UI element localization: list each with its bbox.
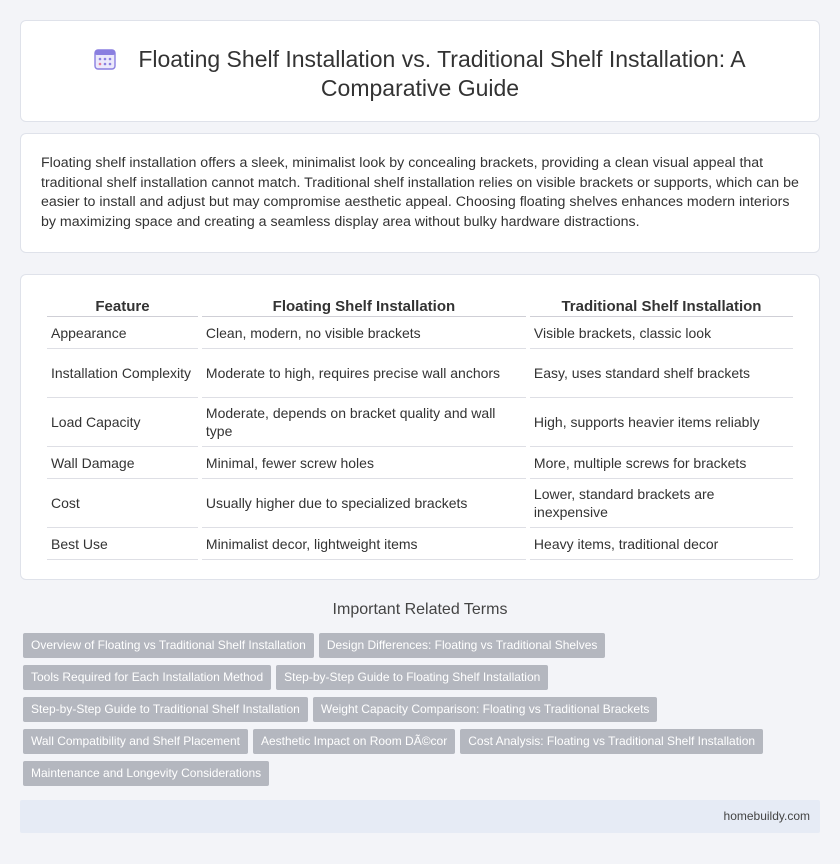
- page-title: [21, 45, 819, 103]
- header-feature: Feature: [47, 297, 198, 317]
- table-header-row: [47, 297, 793, 317]
- related-term-tag[interactable]: Cost Analysis: Floating vs Traditional Shelf Installation: [460, 729, 763, 754]
- traditional-cell: Lower, standard brackets are inexpensive: [530, 479, 793, 528]
- traditional-cell: Heavy items, traditional decor: [530, 528, 793, 560]
- table-row: [47, 479, 793, 528]
- table-row: [47, 447, 793, 479]
- header-floating: Floating Shelf Installation: [202, 297, 526, 317]
- intro-paragraph: Floating shelf installation offers a sleek, minimalist look by concealing brackets, providing a clean visual appeal that traditional shelf installation cannot match. Traditional shelf installation relies on visible brackets or supports, which can be easier to install and adjust but may compromise aesthetic appeal. Choosing floating shelves enhances modern interiors by maximizing space and creating a seamless display area without bulky hardware distractions.: [41, 155, 799, 230]
- feature-cell: Best Use: [47, 528, 198, 560]
- table-row: [47, 349, 793, 398]
- traditional-cell: Visible brackets, classic look: [530, 317, 793, 349]
- floating-cell: Moderate, depends on bracket quality and wall type: [202, 398, 526, 447]
- title-card: [20, 20, 820, 122]
- related-term-tag[interactable]: Design Differences: Floating vs Traditional Shelves: [319, 633, 606, 658]
- site-name[interactable]: homebuildy.com: [723, 809, 810, 823]
- related-term-tag[interactable]: Step-by-Step Guide to Floating Shelf Installation: [276, 665, 548, 690]
- calendar-icon: [94, 48, 116, 70]
- traditional-cell: Easy, uses standard shelf brackets: [530, 349, 793, 398]
- traditional-cell: High, supports heavier items reliably: [530, 398, 793, 447]
- comparison-table: [43, 297, 797, 560]
- header-traditional: Traditional Shelf Installation: [530, 297, 793, 317]
- footer: [20, 800, 820, 833]
- related-term-tag[interactable]: Maintenance and Longevity Considerations: [23, 761, 269, 786]
- related-terms-heading: Important Related Terms: [332, 601, 508, 618]
- title-text: Floating Shelf Installation vs. Traditional Shelf Installation: A Comparative Guide: [138, 46, 746, 101]
- related-term-tag[interactable]: Overview of Floating vs Traditional Shelf Installation: [23, 633, 314, 658]
- related-term-tag[interactable]: Step-by-Step Guide to Traditional Shelf Installation: [23, 697, 308, 722]
- floating-cell: Usually higher due to specialized brackets: [202, 479, 526, 528]
- feature-cell: Installation Complexity: [47, 349, 198, 398]
- floating-cell: Minimal, fewer screw holes: [202, 447, 526, 479]
- related-terms-list: [23, 633, 823, 793]
- feature-cell: Appearance: [47, 317, 198, 349]
- floating-cell: Moderate to high, requires precise wall anchors: [202, 349, 526, 398]
- related-term-tag[interactable]: Tools Required for Each Installation Method: [23, 665, 271, 690]
- floating-cell: Clean, modern, no visible brackets: [202, 317, 526, 349]
- feature-cell: Wall Damage: [47, 447, 198, 479]
- traditional-cell: More, multiple screws for brackets: [530, 447, 793, 479]
- related-term-tag[interactable]: Wall Compatibility and Shelf Placement: [23, 729, 248, 754]
- feature-cell: Load Capacity: [47, 398, 198, 447]
- table-row: [47, 528, 793, 560]
- comparison-table-card: [20, 274, 820, 580]
- related-term-tag[interactable]: Weight Capacity Comparison: Floating vs Traditional Brackets: [313, 697, 658, 722]
- floating-cell: Minimalist decor, lightweight items: [202, 528, 526, 560]
- feature-cell: Cost: [47, 479, 198, 528]
- related-term-tag[interactable]: Aesthetic Impact on Room DÃ©cor: [253, 729, 455, 754]
- intro-card: [20, 133, 820, 253]
- table-row: [47, 398, 793, 447]
- table-row: [47, 317, 793, 349]
